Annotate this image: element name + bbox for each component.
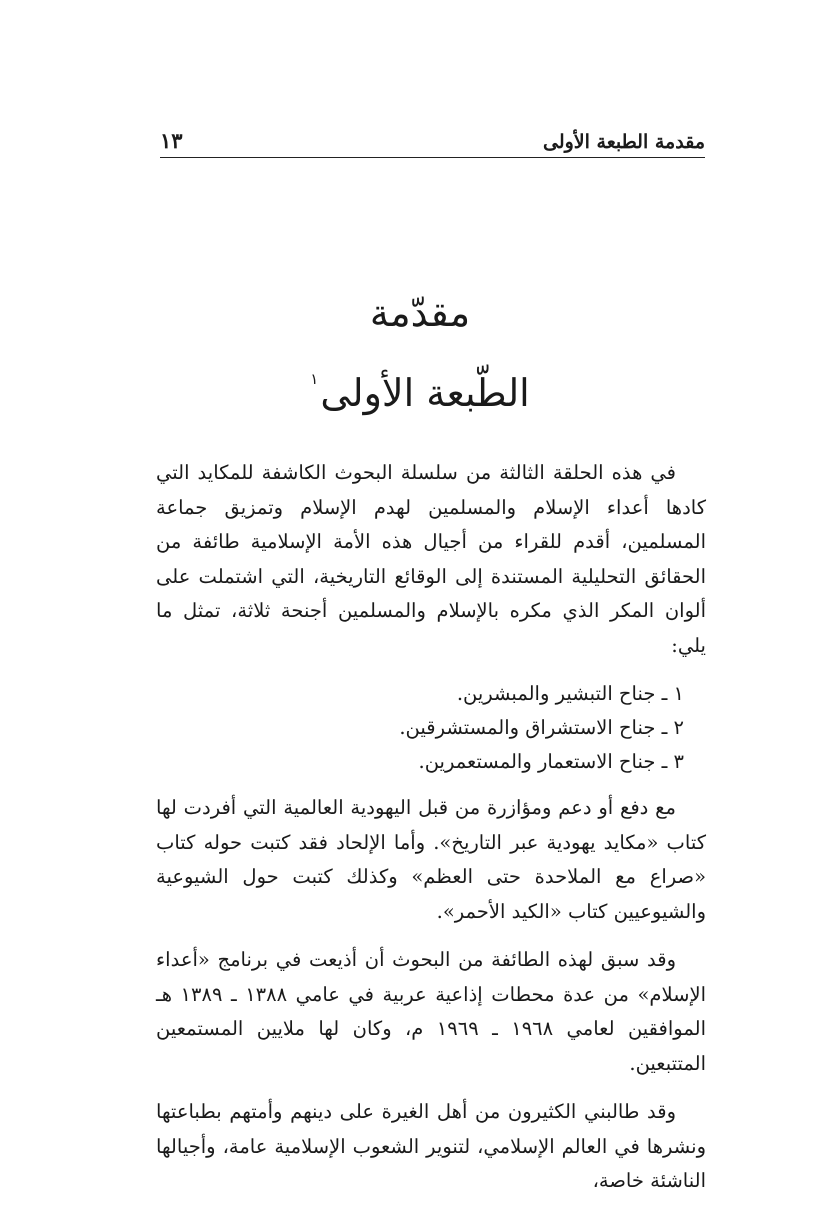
list-item: ١ ـ جناح التبشير والمبشرين. [456,682,684,705]
heading-introduction: مقدّمة [369,291,471,335]
paragraph-1: في هذه الحلقة الثالثة من سلسلة البحوث الكاشفة للمكايد التي كادها أعداء الإسلام والمسلمين لهدم الإسلام وتمزيق جماعة المسلمين، أقدم للقراء من أجيال هذه الأمة الإسلامية طائفة من الحقائق التحليلية المستندة إلى الوقائع التاريخية، التي اشتملت على ألوان المكر الذي مكره بالإسلام والمسلمين أجنحة ثلاثة، تمثل ما يلي: [156,461,706,657]
list-item: ٢ ـ جناح الاستشراق والمستشرقين. [399,716,684,739]
paragraph-2: مع دفع أو دعم ومؤازرة من قبل اليهودية العالمية التي أفردت لها كتاب «مكايد يهودية عبر التاريخ». وأما الإلحاد فقد كتبت حوله كتاب «صراع مع الملاحدة حتى العظم» وكذلك كتبت حول الشيوعية والشيوعيين كتاب «الكيد الأحمر». [156,796,706,923]
paragraph-3: وقد سبق لهذه الطائفة من البحوث أن أذيعت في برنامج «أعداء الإسلام» من عدة محطات إذاعية عربية في عامي ١٣٨٨ ـ ١٣٨٩ هـ الموافقين لعامي ١٩٦٨ ـ ١٩٦٩ م، وكان لها ملايين المستمعين المتتبعين. [156,948,707,1075]
running-title: مقدمة الطبعة الأولى [542,131,705,153]
paragraph-4: وقد طالبني الكثيرون من أهل الغيرة على دينهم وأمتهم بطباعتها ونشرها في العالم الإسلامي، لتنوير الشعوب الإسلامية عامة، وأجيالها الناشئة خاصة، [156,1100,706,1192]
list-item: ٣ ـ جناح الاستعمار والمستعمرين. [418,750,684,773]
body-text [156,456,706,1213]
footnote-marker: ١ [310,370,319,388]
heading-first-edition-text: الطّبعة الأولى [320,371,530,415]
chapter-heading [0,280,840,420]
heading-first-edition [0,352,840,420]
running-header [160,128,705,158]
page-number: ١٣ [160,128,183,153]
wings-list [156,677,706,779]
